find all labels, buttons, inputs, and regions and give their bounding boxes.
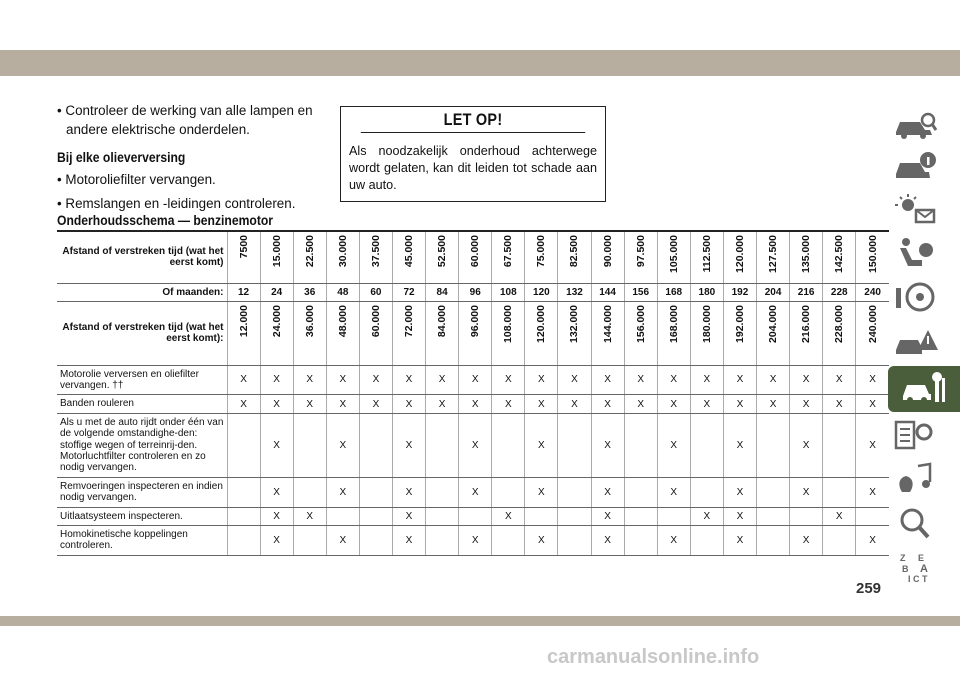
km2-value: 84.000 — [436, 304, 449, 337]
km-value: 30.000 — [336, 235, 349, 268]
km-header-cell — [757, 231, 790, 283]
months-value: 204 — [757, 283, 790, 301]
task-mark — [757, 525, 790, 555]
months-row — [57, 283, 889, 301]
task-mark: X — [359, 365, 392, 395]
task-mark — [426, 477, 459, 507]
km-header-cell — [657, 231, 690, 283]
task-mark: X — [657, 525, 690, 555]
svg-text:I C: I C — [908, 574, 920, 584]
table-row — [57, 413, 889, 477]
task-mark: X — [591, 365, 624, 395]
task-mark — [657, 507, 690, 525]
months-value: 240 — [856, 283, 889, 301]
task-mark — [558, 477, 591, 507]
task-label: Uitlaatsysteem inspecteren. — [57, 507, 227, 525]
km2-header-cell — [657, 301, 690, 365]
task-mark: X — [757, 395, 790, 413]
km-value: 15.000 — [270, 235, 283, 268]
task-mark: X — [525, 395, 558, 413]
task-label: Als u met de auto rijdt onder één van de volgende omstandighe-den: stoffige wegen of terreinrij-den. Motorluchtfilter controleren en zo nodig vervangen. — [57, 413, 227, 477]
km-value: 142.500 — [833, 235, 846, 273]
task-mark — [624, 525, 657, 555]
km2-header-row — [57, 301, 889, 365]
km-value: 90.000 — [601, 235, 614, 268]
months-value: 180 — [690, 283, 723, 301]
months-value: 132 — [558, 283, 591, 301]
km-value: 97.500 — [634, 235, 647, 268]
km-value: 60.000 — [469, 235, 482, 268]
km2-header-cell — [723, 301, 756, 365]
km2-header-cell — [558, 301, 591, 365]
km-value: 105.000 — [667, 235, 680, 273]
task-mark — [624, 477, 657, 507]
task-mark: X — [558, 395, 591, 413]
task-mark — [823, 525, 856, 555]
task-mark: X — [856, 365, 889, 395]
task-mark: X — [459, 365, 492, 395]
task-mark: X — [723, 395, 756, 413]
km2-header-cell — [359, 301, 392, 365]
task-mark: X — [260, 395, 293, 413]
task-mark: X — [426, 365, 459, 395]
task-mark — [823, 477, 856, 507]
task-mark: X — [823, 365, 856, 395]
task-mark — [790, 507, 823, 525]
task-label: Motorolie verversen en oliefilter vervangen. †† — [57, 365, 227, 395]
schedule-title: Onderhoudsschema — benzinemotor — [57, 213, 274, 228]
months-value: 96 — [459, 283, 492, 301]
intro-bullets — [57, 101, 327, 144]
km-value: 120.000 — [733, 235, 746, 273]
sidebar-light-message-icon[interactable] — [886, 188, 944, 230]
task-mark — [823, 413, 856, 477]
task-mark: X — [657, 477, 690, 507]
table-row — [57, 395, 889, 413]
task-mark — [227, 413, 260, 477]
oil-heading: Bij elke olieverversing — [57, 150, 186, 165]
task-mark: X — [856, 413, 889, 477]
task-mark: X — [525, 365, 558, 395]
task-mark — [359, 477, 392, 507]
km-header-cell — [624, 231, 657, 283]
km-header-cell — [326, 231, 359, 283]
km2-value: 180.000 — [700, 304, 713, 343]
km-value: 75.000 — [535, 235, 548, 268]
task-label: Banden rouleren — [57, 395, 227, 413]
task-mark: X — [856, 477, 889, 507]
km2-value: 228.000 — [833, 304, 846, 343]
km-value: 52.500 — [436, 235, 449, 268]
months-value: 108 — [492, 283, 525, 301]
km-header-cell — [492, 231, 525, 283]
km2-value: 24.000 — [270, 304, 283, 337]
km2-header-cell — [690, 301, 723, 365]
km2-value: 192.000 — [733, 304, 746, 343]
km-value: 112.500 — [700, 235, 713, 273]
task-mark — [227, 525, 260, 555]
task-mark: X — [558, 365, 591, 395]
km-value: 67.500 — [502, 235, 515, 268]
km2-value: 96.000 — [469, 304, 482, 337]
task-mark: X — [492, 395, 525, 413]
task-mark: X — [790, 477, 823, 507]
task-mark — [293, 525, 326, 555]
table-row — [57, 507, 889, 525]
task-mark: X — [591, 395, 624, 413]
task-mark: X — [790, 395, 823, 413]
task-mark — [690, 477, 723, 507]
watermark: carmanualsonline.info — [547, 646, 760, 668]
km-value: 127.500 — [767, 235, 780, 273]
task-mark: X — [591, 507, 624, 525]
svg-text:Z: Z — [900, 553, 906, 563]
km2-header-cell — [293, 301, 326, 365]
km2-header-cell — [525, 301, 558, 365]
km2-value: 168.000 — [667, 304, 680, 343]
km2-header-cell — [227, 301, 260, 365]
task-mark: X — [723, 477, 756, 507]
task-mark — [293, 477, 326, 507]
bottom-band — [0, 616, 960, 626]
sidebar-steering-wheel-icon[interactable] — [886, 276, 944, 318]
task-mark: X — [326, 525, 359, 555]
km2-header-cell — [790, 301, 823, 365]
km-value: 135.000 — [800, 235, 813, 273]
bullet-oilfilter: • Motoroliefilter vervangen. — [57, 172, 216, 187]
sidebar-search-icon[interactable] — [886, 502, 944, 544]
task-mark: X — [856, 525, 889, 555]
km-header-label: Afstand of verstreken tijd (wat het eerst komt) — [57, 231, 227, 283]
task-label: Remvoeringen inspecteren en indien nodig vervangen. — [57, 477, 227, 507]
top-band — [0, 50, 960, 76]
task-mark: X — [293, 395, 326, 413]
task-mark — [624, 507, 657, 525]
task-mark — [426, 413, 459, 477]
task-mark — [757, 507, 790, 525]
task-mark: X — [790, 413, 823, 477]
km-header-cell — [359, 231, 392, 283]
task-mark: X — [293, 365, 326, 395]
km-header-cell — [260, 231, 293, 283]
task-mark — [690, 525, 723, 555]
task-mark: X — [260, 365, 293, 395]
sidebar-car-warning-icon[interactable] — [886, 322, 944, 364]
task-mark: X — [392, 525, 425, 555]
task-mark — [326, 507, 359, 525]
task-mark: X — [591, 477, 624, 507]
task-mark: X — [723, 413, 756, 477]
km2-header-cell — [326, 301, 359, 365]
task-mark: X — [392, 395, 425, 413]
task-mark — [525, 507, 558, 525]
km-value: 22.500 — [303, 235, 316, 268]
task-mark — [558, 525, 591, 555]
task-mark: X — [823, 507, 856, 525]
task-mark — [856, 507, 889, 525]
task-mark: X — [492, 507, 525, 525]
task-mark: X — [657, 413, 690, 477]
km-header-cell — [591, 231, 624, 283]
months-label: Of maanden: — [57, 283, 227, 301]
task-mark: X — [690, 507, 723, 525]
task-mark: X — [591, 413, 624, 477]
bullet-brakelines: • Remslangen en -leidingen controleren. — [57, 196, 296, 211]
warning-box — [340, 106, 606, 202]
task-mark: X — [723, 507, 756, 525]
task-mark — [426, 507, 459, 525]
task-mark: X — [525, 525, 558, 555]
task-mark — [757, 477, 790, 507]
km-value: 37.500 — [369, 235, 382, 268]
task-mark — [558, 413, 591, 477]
months-value: 24 — [260, 283, 293, 301]
task-mark: X — [723, 525, 756, 555]
km-value: 7500 — [237, 235, 250, 259]
svg-text:A: A — [920, 563, 928, 575]
km2-value: 108.000 — [502, 304, 515, 343]
task-mark: X — [326, 365, 359, 395]
task-mark: X — [392, 413, 425, 477]
page-number: 259 — [856, 580, 882, 597]
task-mark — [359, 507, 392, 525]
task-mark — [492, 525, 525, 555]
km-header-cell — [823, 231, 856, 283]
sidebar-index-az-icon[interactable] — [886, 546, 944, 588]
km-header-cell — [525, 231, 558, 283]
km2-header-cell — [856, 301, 889, 365]
months-value: 84 — [426, 283, 459, 301]
task-mark: X — [326, 413, 359, 477]
months-value: 144 — [591, 283, 624, 301]
task-mark: X — [657, 395, 690, 413]
months-value: 36 — [293, 283, 326, 301]
months-value: 216 — [790, 283, 823, 301]
sidebar-maintenance-icon[interactable] — [888, 366, 960, 412]
km2-value: 204.000 — [767, 304, 780, 343]
km2-value: 156.000 — [634, 304, 647, 343]
km2-header-cell — [591, 301, 624, 365]
task-mark: X — [260, 507, 293, 525]
task-mark — [359, 525, 392, 555]
km2-value: 72.000 — [403, 304, 416, 337]
km-header-cell — [227, 231, 260, 283]
km2-header-cell — [459, 301, 492, 365]
task-mark: X — [459, 525, 492, 555]
task-mark — [690, 413, 723, 477]
task-mark: X — [293, 507, 326, 525]
svg-text:T: T — [922, 574, 928, 584]
km2-value: 60.000 — [369, 304, 382, 337]
task-mark: X — [426, 395, 459, 413]
task-mark — [459, 507, 492, 525]
task-mark: X — [723, 365, 756, 395]
task-mark: X — [690, 365, 723, 395]
months-value: 120 — [525, 283, 558, 301]
task-mark: X — [525, 413, 558, 477]
task-mark: X — [359, 395, 392, 413]
task-mark: X — [459, 477, 492, 507]
task-mark — [359, 413, 392, 477]
task-mark — [293, 413, 326, 477]
sidebar-car-info-icon[interactable] — [886, 146, 944, 188]
task-mark: X — [392, 477, 425, 507]
km2-value: 48.000 — [336, 304, 349, 337]
task-mark: X — [790, 365, 823, 395]
maintenance-table — [57, 230, 889, 556]
table-row — [57, 477, 889, 507]
months-value: 60 — [359, 283, 392, 301]
task-mark: X — [525, 477, 558, 507]
km-value: 45.000 — [403, 235, 416, 268]
km2-value: 216.000 — [800, 304, 813, 343]
km-header-cell — [723, 231, 756, 283]
sidebar-music-nav-icon[interactable] — [886, 458, 944, 500]
task-mark: X — [392, 507, 425, 525]
task-mark — [227, 507, 260, 525]
km2-value: 12.000 — [237, 304, 250, 337]
task-mark: X — [823, 395, 856, 413]
km2-value: 132.000 — [568, 304, 581, 343]
km-header-cell — [392, 231, 425, 283]
km-header-cell — [856, 231, 889, 283]
svg-text:E: E — [918, 553, 925, 563]
km2-header-cell — [492, 301, 525, 365]
task-mark: X — [624, 365, 657, 395]
months-value: 72 — [392, 283, 425, 301]
task-mark — [492, 413, 525, 477]
km2-value: 120.000 — [535, 304, 548, 343]
task-mark: X — [392, 365, 425, 395]
task-mark: X — [459, 413, 492, 477]
sidebar-airbag-seat-icon[interactable] — [886, 232, 944, 274]
task-mark: X — [657, 365, 690, 395]
months-value: 12 — [227, 283, 260, 301]
task-mark: X — [757, 365, 790, 395]
km2-header-cell — [392, 301, 425, 365]
task-mark: X — [227, 365, 260, 395]
km-header-cell — [790, 231, 823, 283]
sidebar-specs-gear-icon[interactable] — [886, 414, 944, 456]
km-header-cell — [293, 231, 326, 283]
km-header-cell — [558, 231, 591, 283]
km2-value: 144.000 — [601, 304, 614, 343]
task-mark — [558, 507, 591, 525]
task-mark: X — [260, 477, 293, 507]
km2-header-cell — [624, 301, 657, 365]
km2-value: 240.000 — [866, 304, 879, 343]
warning-body: Als noodzakelijk onderhoud achterwege wordt gelaten, kan dit leiden tot schade aan uw auto. — [349, 144, 597, 192]
months-value: 156 — [624, 283, 657, 301]
task-mark — [624, 413, 657, 477]
task-mark: X — [591, 525, 624, 555]
task-mark: X — [856, 395, 889, 413]
km-header-cell — [426, 231, 459, 283]
svg-text:B: B — [902, 564, 909, 574]
km-value: 82.500 — [568, 235, 581, 268]
km2-header-label: Afstand of verstreken tijd (wat het eerst komt): — [57, 301, 227, 365]
task-mark: X — [326, 477, 359, 507]
task-mark — [757, 413, 790, 477]
warning-title: LET OP! — [361, 107, 585, 133]
task-mark: X — [260, 413, 293, 477]
task-mark: X — [492, 365, 525, 395]
km2-header-cell — [260, 301, 293, 365]
task-mark: X — [227, 395, 260, 413]
task-mark: X — [624, 395, 657, 413]
task-mark: X — [260, 525, 293, 555]
table-row — [57, 525, 889, 555]
sidebar-car-lens-icon[interactable] — [886, 104, 944, 146]
table-row — [57, 365, 889, 395]
bullet-lamps: • Controleer de werking van alle lampen en andere elektrische onderdelen. — [57, 103, 313, 137]
km-header-row — [57, 231, 889, 283]
km-value: 150.000 — [866, 235, 879, 273]
task-mark — [426, 525, 459, 555]
km-header-cell — [690, 231, 723, 283]
km2-header-cell — [426, 301, 459, 365]
months-value: 192 — [723, 283, 756, 301]
task-mark — [227, 477, 260, 507]
task-mark: X — [326, 395, 359, 413]
task-mark — [492, 477, 525, 507]
task-label: Homokinetische koppelingen controleren. — [57, 525, 227, 555]
task-mark: X — [690, 395, 723, 413]
km2-header-cell — [757, 301, 790, 365]
km2-value: 36.000 — [303, 304, 316, 337]
months-value: 48 — [326, 283, 359, 301]
km2-header-cell — [823, 301, 856, 365]
months-value: 168 — [657, 283, 690, 301]
months-value: 228 — [823, 283, 856, 301]
task-mark: X — [790, 525, 823, 555]
km-header-cell — [459, 231, 492, 283]
task-mark: X — [459, 395, 492, 413]
